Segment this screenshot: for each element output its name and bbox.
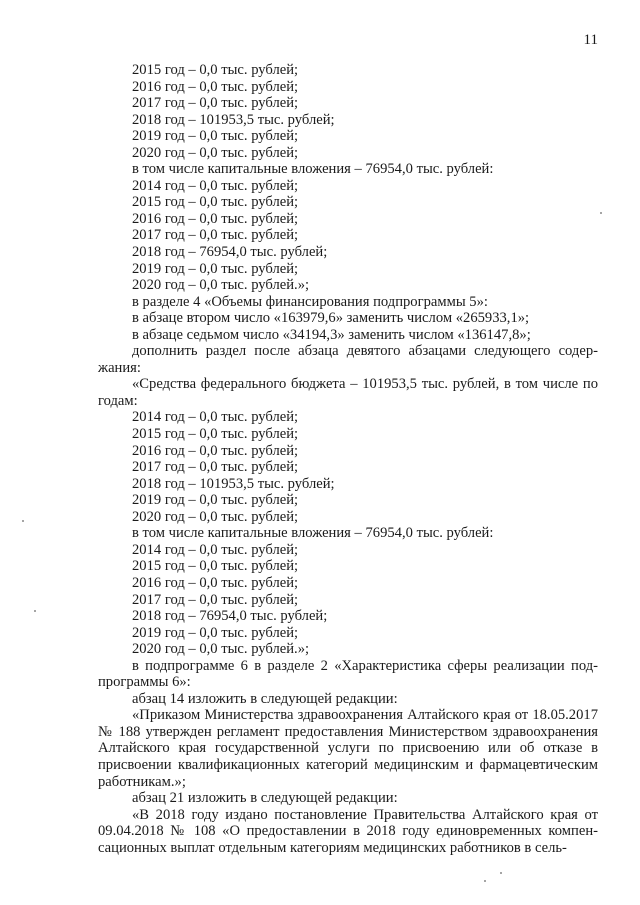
text-paragraph: «Средства федерального бюджета – 101953,5 тыс. рублей, в том числе по годам: xyxy=(98,376,598,409)
text-line: 2019 год – 0,0 тыс. рублей; xyxy=(132,624,299,641)
text-line: 2014 год – 0,0 тыс. рублей; xyxy=(132,541,299,558)
text-line: абзац 14 изложить в следующей редакции: xyxy=(132,690,398,707)
text-paragraph: «В 2018 году издано постановление Правительства Алтайского края от 09.04.2018 № 108 «О предоставлении в 2018 году единовременных компен-сационных выплат отдельным категориям медицинских работников в сель- xyxy=(98,806,598,856)
text-line: 2016 год – 0,0 тыс. рублей; xyxy=(132,78,299,95)
text-line: 2014 год – 0,0 тыс. рублей; xyxy=(132,409,299,426)
text-line: 2017 год – 0,0 тыс. рублей; xyxy=(132,227,299,244)
text-line: абзац 21 изложить в следующей редакции: xyxy=(132,790,398,807)
text-line: 2018 год – 101953,5 тыс. рублей; xyxy=(132,475,335,492)
text-line: 2017 год – 0,0 тыс. рублей; xyxy=(132,591,299,608)
text-line: 2016 год – 0,0 тыс. рублей; xyxy=(132,442,299,459)
scan-speck xyxy=(22,520,24,522)
text-line: 2015 год – 0,0 тыс. рублей; xyxy=(132,558,299,575)
scan-speck xyxy=(34,610,36,612)
text-line: 2018 год – 76954,0 тыс. рублей; xyxy=(132,244,328,261)
text-paragraph: в подпрограмме 6 в разделе 2 «Характеристика сферы реализации под-программы 6»: xyxy=(98,657,598,691)
text-line: 2020 год – 0,0 тыс. рублей.»; xyxy=(132,277,310,294)
text-line: в разделе 4 «Объемы финансирования подпрограммы 5»: xyxy=(132,293,488,310)
text-line: 2015 год – 0,0 тыс. рублей; xyxy=(132,62,299,78)
text-line: 2014 год – 0,0 тыс. рублей; xyxy=(132,177,299,194)
text-line: 2016 год – 0,0 тыс. рублей; xyxy=(132,574,299,591)
text-line: 2020 год – 0,0 тыс. рублей; xyxy=(132,144,299,161)
text-line: 2020 год – 0,0 тыс. рублей.»; xyxy=(132,641,310,658)
text-line: 2018 год – 101953,5 тыс. рублей; xyxy=(132,111,335,128)
text-line: в абзаце втором число «163979,6» заменить числом «265933,1»; xyxy=(132,310,530,327)
page-number: 11 xyxy=(583,32,598,48)
scan-speck xyxy=(500,872,502,874)
text-line: 2019 год – 0,0 тыс. рублей; xyxy=(132,260,299,277)
text-line: 2019 год – 0,0 тыс. рублей; xyxy=(132,128,299,145)
text-line: 2015 год – 0,0 тыс. рублей; xyxy=(132,194,299,211)
text-line: 2017 год – 0,0 тыс. рублей; xyxy=(132,459,299,476)
text-line: 2015 год – 0,0 тыс. рублей; xyxy=(132,426,299,443)
text-paragraph: «Приказом Министерства здравоохранения Алтайского края от 18.05.2017 № 188 утвержден регламент предоставления Министерством здравоохранения Алтайского края государственной услуги по присвоению или об отказе в присвоении квалификационных категорий медицинским и фармацевтическим работникам.»; xyxy=(98,707,598,790)
text-line: 2018 год – 76954,0 тыс. рублей; xyxy=(132,608,328,625)
text-line: 2020 год – 0,0 тыс. рублей; xyxy=(132,508,299,525)
text-line: 2017 год – 0,0 тыс. рублей; xyxy=(132,95,299,112)
text-line: 2019 год – 0,0 тыс. рублей; xyxy=(132,492,299,509)
text-line: в абзаце седьмом число «34194,3» заменить числом «136147,8»; xyxy=(132,326,531,343)
text-line: в том числе капитальные вложения – 76954,0 тыс. рублей: xyxy=(132,161,494,178)
scan-speck xyxy=(484,880,486,882)
document-body xyxy=(98,62,598,856)
scan-speck xyxy=(600,212,602,214)
text-line: в том числе капитальные вложения – 76954,0 тыс. рублей: xyxy=(132,525,494,542)
text-line: 2016 год – 0,0 тыс. рублей; xyxy=(132,210,299,227)
text-paragraph: дополнить раздел после абзаца девятого абзацами следующего содер-жания: xyxy=(98,343,598,376)
